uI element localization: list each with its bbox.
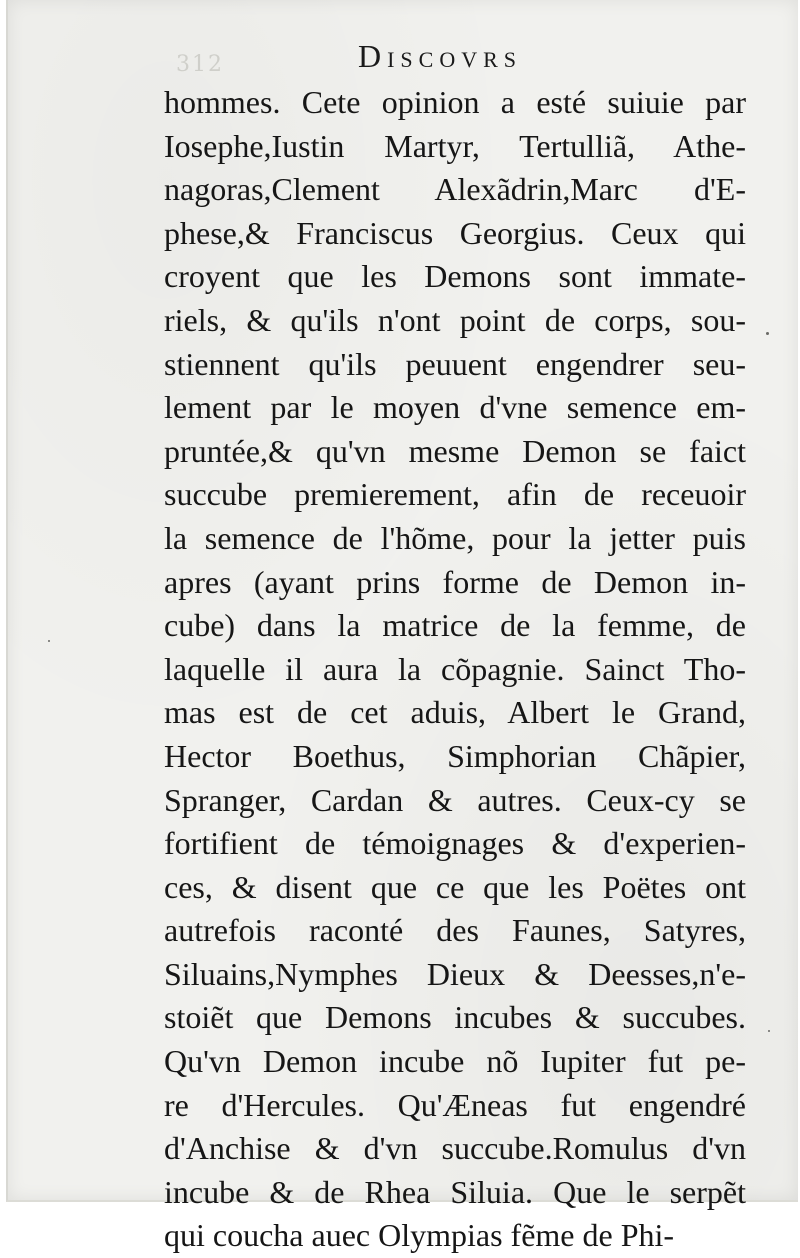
text-line: stiennent qu'ils peuuent engendrer seu- (164, 345, 746, 382)
text-line: mas est de cet aduis, Albert le Grand, (164, 694, 746, 731)
text-line: la semence de l'hõme, pour la jetter puis (164, 519, 746, 556)
body-text (164, 81, 746, 1258)
ink-speck (766, 332, 769, 335)
text-line: cube) dans la matrice de la femme, de (164, 607, 746, 644)
text-line: hommes. Cete opinion a esté suiuie par (164, 84, 746, 120)
running-head: Discovrs (358, 38, 523, 74)
text-line: stoiẽt que Demons incubes & succubes. (164, 999, 746, 1036)
text-line: riels, & qu'ils n'ont point de corps, sou- (164, 301, 746, 338)
text-line: Qu'vn Demon incube nõ Iupiter fut pe- (164, 1043, 746, 1080)
page-number-ghost: 312 (176, 52, 224, 77)
text-line: re d'Hercules. Qu'Æneas fut engendré (164, 1086, 746, 1123)
text-line: apres (ayant prins forme de Demon in- (164, 563, 746, 600)
text-line: qui coucha auec Olympias fẽme de Phi- (164, 1217, 675, 1254)
text-line: Iosephe,Iustin Martyr, Tertulliã, Athe- (164, 127, 746, 164)
text-line: succube premierement, afin de receuoir (164, 476, 746, 513)
text-line: Spranger, Cardan & autres. Ceux-cy se (164, 781, 746, 818)
text-line: Hector Boethus, Simphorian Chãpier, (164, 737, 746, 774)
text-line: pruntée,& qu'vn mesme Demon se faict (164, 432, 746, 469)
text-line: nagoras,Clement Alexãdrin,Marc d'E- (164, 171, 746, 208)
text-line: autrefois raconté des Faunes, Satyres, (164, 912, 746, 949)
text-line: phese,& Franciscus Georgius. Ceux qui (164, 214, 746, 251)
ink-speck (48, 640, 50, 642)
book-page (6, 0, 798, 1254)
text-line: fortifient de témoignages & d'experien- (164, 825, 746, 862)
text-line: laquelle il aura la cõpagnie. Sainct Tho- (164, 650, 746, 687)
text-line: d'Anchise & d'vn succube.Romulus d'vn (164, 1130, 746, 1167)
text-line: Siluains,Nymphes Dieux & Deesses,n'e- (164, 955, 746, 992)
text-line: lement par le moyen d'vne semence em- (164, 389, 746, 426)
ink-speck (768, 1030, 770, 1032)
text-line: incube & de Rhea Siluia. Que le serpẽt (164, 1173, 746, 1210)
text-line: ces, & disent que ce que les Poëtes ont (164, 868, 746, 905)
text-line: croyent que les Demons sont immate- (164, 258, 746, 295)
